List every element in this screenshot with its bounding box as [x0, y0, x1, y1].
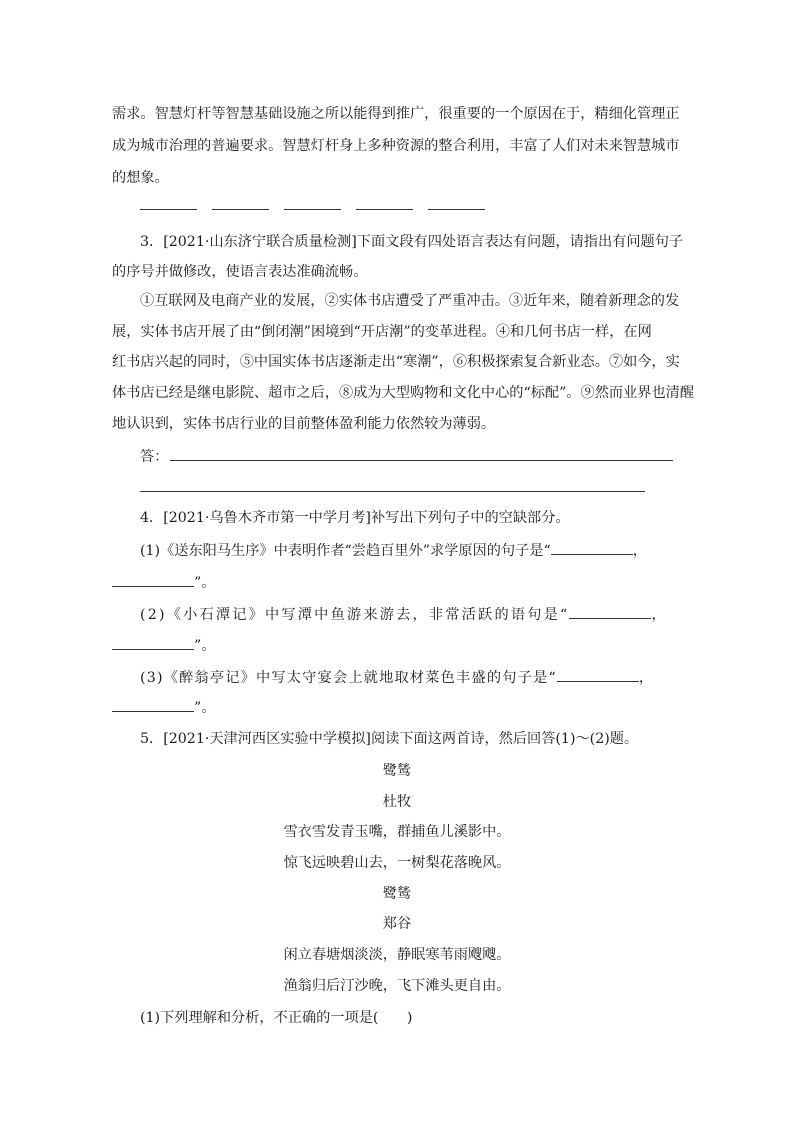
q3-body-line: 体书店已经是继电影院、超市之后，⑧成为大型购物和文化中心的“标配”。⑨然而业界也清醒: [112, 385, 695, 401]
answer-line[interactable]: [170, 460, 673, 461]
q4-item-text: (3)《醉翁亭记》中写太守宴会上就地取材菜色丰盛的句子是“: [140, 670, 557, 686]
punct: ”。: [194, 575, 216, 591]
q3-body-line: 展，实体书店开展了由“倒闭潮”困境到“开店潮”的变革进程。④和几何书店一样，在网: [112, 324, 652, 340]
fill-blank[interactable]: [557, 667, 639, 682]
q3-header-cont: 的序号并做修改，使语言表达准确流畅。: [112, 264, 368, 280]
punct: ”。: [194, 638, 216, 654]
q5-header: 5．[2021·天津河西区实验中学模拟]阅读下面这两首诗，然后回答(1)～(2)题。: [140, 731, 639, 747]
answer-blank[interactable]: [356, 209, 413, 210]
punct: ，: [638, 670, 654, 686]
q4-header: 4．[2021·乌鲁木齐市第一中学月考]补写出下列句子中的空缺部分。: [140, 510, 570, 526]
fill-blank[interactable]: [112, 572, 194, 587]
answer-blank[interactable]: [284, 209, 341, 210]
answer-line[interactable]: [140, 491, 645, 492]
fill-blank[interactable]: [569, 604, 651, 619]
q4-item-text: (1)《送东阳马生序》中表明作者“尝趋百里外”求学原因的句子是“: [140, 543, 551, 559]
q3-body-line: 红书店兴起的同时，⑤中国实体书店逐渐走出“寒潮”，⑥积极探索复合新业态。⑦如今，实: [112, 354, 680, 370]
q3-body-line: 地认识到，实体书店行业的目前整体盈利能力依然较为薄弱。: [112, 416, 496, 432]
punct: ，: [632, 543, 647, 559]
answer-blank[interactable]: [212, 209, 269, 210]
q4-item-2-cont: [112, 635, 215, 656]
passage-line: 成为城市治理的普遍要求。智慧灯杆身上多种资源的整合利用，丰富了人们对未来智慧城市: [112, 138, 680, 154]
q4-item-3-cont: [112, 697, 215, 718]
poem-author: 杜牧: [382, 794, 412, 810]
fill-blank[interactable]: [551, 540, 633, 555]
answer-blank[interactable]: [140, 209, 197, 210]
q4-item-text: (2)《小石潭记》中写潭中鱼游来游去，非常活跃的语句是“: [140, 607, 570, 623]
poem-line: 渔翁归后汀沙晚，飞下滩头更自由。: [283, 978, 511, 994]
fill-blank[interactable]: [112, 697, 194, 712]
fill-blank[interactable]: [112, 635, 194, 650]
poem-line: 闲立春塘烟淡淡，静眠寒苇雨飕飕。: [283, 947, 511, 963]
punct: ”。: [194, 700, 216, 716]
punct: ，: [651, 607, 666, 623]
q3-body-line: ①互联网及电商产业的发展，②实体书店遭受了严重冲击。③近年来，随着新理念的发: [140, 293, 680, 309]
answer-blanks[interactable]: [140, 209, 485, 210]
answer-label: 答：: [140, 449, 169, 465]
q4-item-2: [140, 604, 666, 625]
passage-line: 的想象。: [112, 170, 169, 186]
poem-line: 惊飞远映碧山去，一树梨花落晚风。: [283, 855, 511, 871]
q4-item-1-cont: [112, 572, 215, 593]
q4-item-3: [140, 667, 653, 688]
q4-item-1: [140, 540, 647, 561]
poem-line: 雪衣雪发青玉嘴，群捕鱼儿溪影中。: [283, 824, 511, 840]
poem-title: 鹭鸶: [382, 763, 412, 779]
poem-author: 郑谷: [382, 916, 412, 932]
q3-header: 3．[2021·山东济宁联合质量检测]下面文段有四处语言表达有问题，请指出有问题句子: [140, 234, 684, 250]
q5-sub1: (1)下列理解和分析，不正确的一项是( ): [140, 1010, 413, 1026]
poem-title: 鹭鸶: [382, 886, 412, 902]
passage-line: 需求。智慧灯杆等智慧基础设施之所以能得到推广，很重要的一个原因在于，精细化管理正: [112, 106, 680, 122]
answer-blank[interactable]: [428, 209, 485, 210]
